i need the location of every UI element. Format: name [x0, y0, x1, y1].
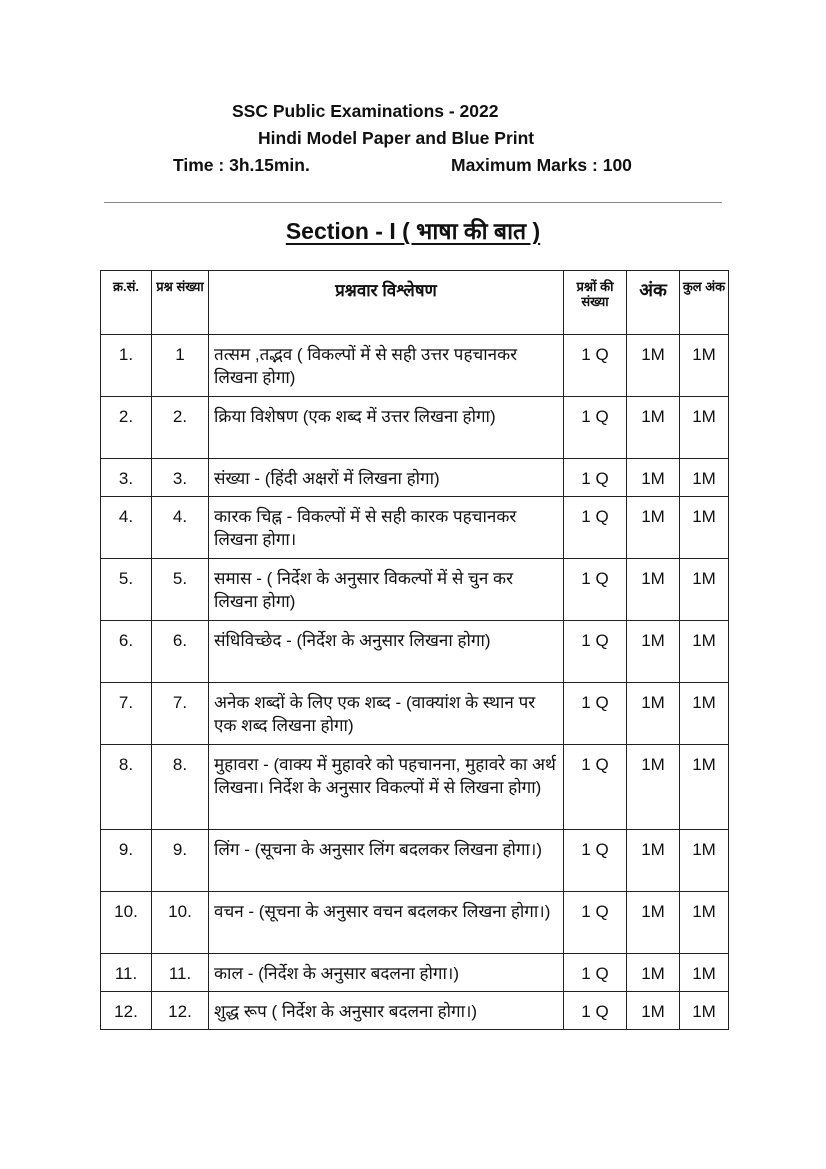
serial-cell: 5. [101, 559, 152, 621]
header-question-no: प्रश्न संख्या [152, 271, 209, 335]
total-marks-cell: 1M [680, 397, 729, 459]
marks-cell: 1M [627, 335, 680, 397]
question-count-cell: 1 Q [564, 954, 627, 992]
header-marks: अंक [627, 271, 680, 335]
question-count-cell: 1 Q [564, 992, 627, 1030]
question-no-cell: 12. [152, 992, 209, 1030]
total-marks-cell: 1M [680, 335, 729, 397]
total-marks-cell: 1M [680, 745, 729, 830]
table-row [101, 497, 729, 559]
description-cell: संख्या - (हिंदी अक्षरों में लिखना होगा) [209, 459, 564, 497]
table-row [101, 954, 729, 992]
description-cell: मुहावरा - (वाक्य में मुहावरे को पहचानना, मुहावरे का अर्थ लिखना। निर्देश के अनुसार विकल्पों में से लिखना होगा) [209, 745, 564, 830]
question-count-cell: 1 Q [564, 335, 627, 397]
question-count-cell: 1 Q [564, 745, 627, 830]
marks-cell: 1M [627, 745, 680, 830]
question-count-cell: 1 Q [564, 830, 627, 892]
marks-cell: 1M [627, 992, 680, 1030]
table-row [101, 892, 729, 954]
header-question-count: प्रश्नों की संख्या [564, 271, 627, 335]
question-no-cell: 5. [152, 559, 209, 621]
total-marks-cell: 1M [680, 621, 729, 683]
marks-cell: 1M [627, 397, 680, 459]
serial-cell: 8. [101, 745, 152, 830]
table-row [101, 621, 729, 683]
total-marks-cell: 1M [680, 830, 729, 892]
question-no-cell: 9. [152, 830, 209, 892]
serial-cell: 11. [101, 954, 152, 992]
table-row [101, 335, 729, 397]
marks-cell: 1M [627, 621, 680, 683]
table-header-row [101, 271, 729, 335]
question-count-cell: 1 Q [564, 892, 627, 954]
max-marks-label: Maximum Marks : 100 [451, 155, 632, 175]
question-no-cell: 4. [152, 497, 209, 559]
serial-cell: 4. [101, 497, 152, 559]
total-marks-cell: 1M [680, 559, 729, 621]
marks-cell: 1M [627, 459, 680, 497]
description-cell: संधिविच्छेद - (निर्देश के अनुसार लिखना होगा) [209, 621, 564, 683]
serial-cell: 12. [101, 992, 152, 1030]
table-row [101, 459, 729, 497]
marks-cell: 1M [627, 497, 680, 559]
header-divider [104, 202, 722, 203]
question-count-cell: 1 Q [564, 559, 627, 621]
serial-cell: 10. [101, 892, 152, 954]
table-row [101, 830, 729, 892]
description-cell: कारक चिह्न - विकल्पों में से सही कारक पहचानकर लिखना होगा। [209, 497, 564, 559]
question-count-cell: 1 Q [564, 497, 627, 559]
question-no-cell: 8. [152, 745, 209, 830]
description-cell: शुद्ध रूप ( निर्देश के अनुसार बदलना होगा।) [209, 992, 564, 1030]
serial-cell: 1. [101, 335, 152, 397]
question-count-cell: 1 Q [564, 621, 627, 683]
table-row [101, 745, 729, 830]
description-cell: तत्सम ,तद्भव ( विकल्पों में से सही उत्तर पहचानकर लिखना होगा) [209, 335, 564, 397]
serial-cell: 7. [101, 683, 152, 745]
question-no-cell: 6. [152, 621, 209, 683]
question-no-cell: 7. [152, 683, 209, 745]
table-row [101, 992, 729, 1030]
serial-cell: 3. [101, 459, 152, 497]
marks-cell: 1M [627, 559, 680, 621]
question-no-cell: 10. [152, 892, 209, 954]
question-count-cell: 1 Q [564, 683, 627, 745]
total-marks-cell: 1M [680, 459, 729, 497]
header-serial-no: क्र.सं. [101, 271, 152, 335]
description-cell: काल - (निर्देश के अनुसार बदलना होगा।) [209, 954, 564, 992]
description-cell: लिंग - (सूचना के अनुसार लिंग बदलकर लिखना होगा।) [209, 830, 564, 892]
table-row [101, 559, 729, 621]
marks-cell: 1M [627, 892, 680, 954]
marks-cell: 1M [627, 954, 680, 992]
question-no-cell: 3. [152, 459, 209, 497]
description-cell: अनेक शब्दों के लिए एक शब्द - (वाक्यांश के स्थान पर एक शब्द लिखना होगा) [209, 683, 564, 745]
total-marks-cell: 1M [680, 954, 729, 992]
blueprint-table [100, 270, 729, 1030]
question-count-cell: 1 Q [564, 397, 627, 459]
exam-title: SSC Public Examinations - 2022 [232, 101, 499, 121]
question-count-cell: 1 Q [564, 459, 627, 497]
total-marks-cell: 1M [680, 892, 729, 954]
table-body [101, 335, 729, 1030]
serial-cell: 6. [101, 621, 152, 683]
table-row [101, 683, 729, 745]
description-cell: वचन - (सूचना के अनुसार वचन बदलकर लिखना होगा।) [209, 892, 564, 954]
question-no-cell: 2. [152, 397, 209, 459]
marks-cell: 1M [627, 683, 680, 745]
header-total-marks: कुल अंक [680, 271, 729, 335]
total-marks-cell: 1M [680, 992, 729, 1030]
question-no-cell: 11. [152, 954, 209, 992]
total-marks-cell: 1M [680, 683, 729, 745]
time-label: Time : 3h.15min. [173, 155, 310, 175]
table-row [101, 397, 729, 459]
question-no-cell: 1 [152, 335, 209, 397]
paper-title: Hindi Model Paper and Blue Print [258, 128, 535, 148]
description-cell: समास - ( निर्देश के अनुसार विकल्पों में से चुन कर लिखना होगा) [209, 559, 564, 621]
marks-cell: 1M [627, 830, 680, 892]
serial-cell: 2. [101, 397, 152, 459]
header-analysis: प्रश्नवार विश्लेषण [209, 271, 564, 335]
serial-cell: 9. [101, 830, 152, 892]
section-heading [0, 214, 826, 246]
description-cell: क्रिया विशेषण (एक शब्द में उत्तर लिखना होगा) [209, 397, 564, 459]
total-marks-cell: 1M [680, 497, 729, 559]
section-title: Section - I ( भाषा की बात ) [285, 218, 541, 244]
